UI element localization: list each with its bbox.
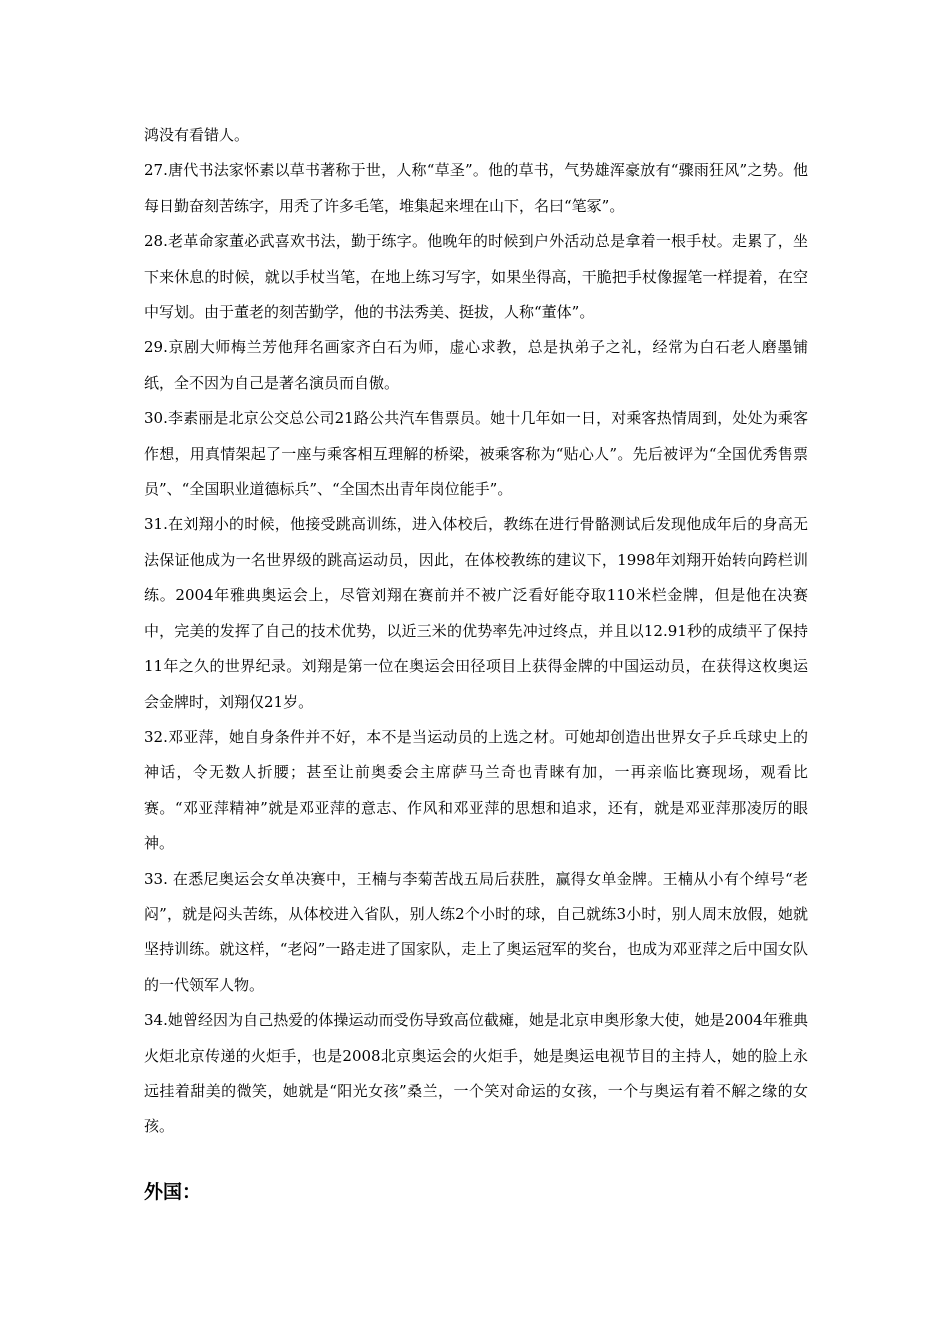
document-body: [144, 118, 808, 1145]
paragraph-28: 28.老革命家董必武喜欢书法，勤于练字。他晚年的时候到户外活动总是拿着一根手杖。走累了，坐下来休息的时候，就以手杖当笔，在地上练习写字，如果坐得高，干脆把手杖像握笔一样提着，在空中写划。由于董老的刻苦勤学，他的书法秀美、挺拔，人称“董体”。: [144, 232, 808, 322]
paragraph-33: 33. 在悉尼奥运会女单决赛中，王楠与李菊苦战五局后获胜，赢得女单金牌。王楠从小有个绰号“老闷”，就是闷头苦练，从体校进入省队，别人练2个小时的球，自己就练3小时，别人周末放假，她就坚持训练。就这样，“老闷”一路走进了国家队，走上了奥运冠军的奖台，也成为邓亚萍之后中国女队的一代领军人物。: [144, 869, 808, 994]
paragraph-31: 31.在刘翔小的时候，他接受跳高训练，进入体校后，教练在进行骨骼测试后发现他成年后的身高无法保证他成为一名世界级的跳高运动员，因此，在体校教练的建议下，1998年刘翔开始转向跨栏训练。2004年雅典奥运会上，尽管刘翔在赛前并不被广泛看好能夺取110米栏金牌，但是他在决赛中，完美的发挥了自己的技术优势，以近三米的优势率先冲过终点，并且以12.91秒的成绩平了保持11年之久的世界纪录。刘翔是第一位在奥运会田径项目上获得金牌的中国运动员，在获得这枚奥运会金牌时，刘翔仅21岁。: [144, 515, 808, 711]
paragraph-30: 30.李素丽是北京公交总公司21路公共汽车售票员。她十几年如一日，对乘客热情周到，处处为乘客作想，用真情架起了一座与乘客相互理解的桥梁，被乘客称为“贴心人”。先后被评为“全国优秀售票员”、“全国职业道德标兵”、“全国杰出青年岗位能手”。: [144, 409, 808, 499]
paragraph-27: 27.唐代书法家怀素以草书著称于世，人称“草圣”。他的草书，气势雄浑豪放有“骤雨狂风”之势。他每日勤奋刻苦练字，用秃了许多毛笔，堆集起来埋在山下，名曰“笔冢”。: [144, 161, 808, 215]
section-heading: 外国：: [144, 1181, 202, 1203]
paragraph-29: 29.京剧大师梅兰芳他拜名画家齐白石为师，虚心求教，总是执弟子之礼，经常为白石老人磨墨铺纸，全不因为自己是著名演员而自傲。: [144, 338, 808, 392]
paragraph-32: 32.邓亚萍，她自身条件并不好，本不是当运动员的上选之材。可她却创造出世界女子乒乓球史上的神话，令无数人折腰；甚至让前奥委会主席萨马兰奇也青睐有加，一再亲临比赛现场，观看比赛。“邓亚萍精神”就是邓亚萍的意志、作风和邓亚萍的思想和追求，还有，就是邓亚萍那凌厉的眼神。: [144, 727, 808, 853]
paragraph-34: 34.她曾经因为自己热爱的体操运动而受伤导致高位截瘫，她是北京申奥形象大使，她是2004年雅典火炬北京传递的火炬手，也是2008北京奥运会的火炬手，她是奥运电视节目的主持人，她的脸上永远挂着甜美的微笑，她就是“阳光女孩”桑兰，一个笑对命运的女孩，一个与奥运有着不解之缘的女孩。: [144, 1011, 808, 1136]
paragraph-continuation: 鸿没有看错人。: [144, 126, 250, 144]
